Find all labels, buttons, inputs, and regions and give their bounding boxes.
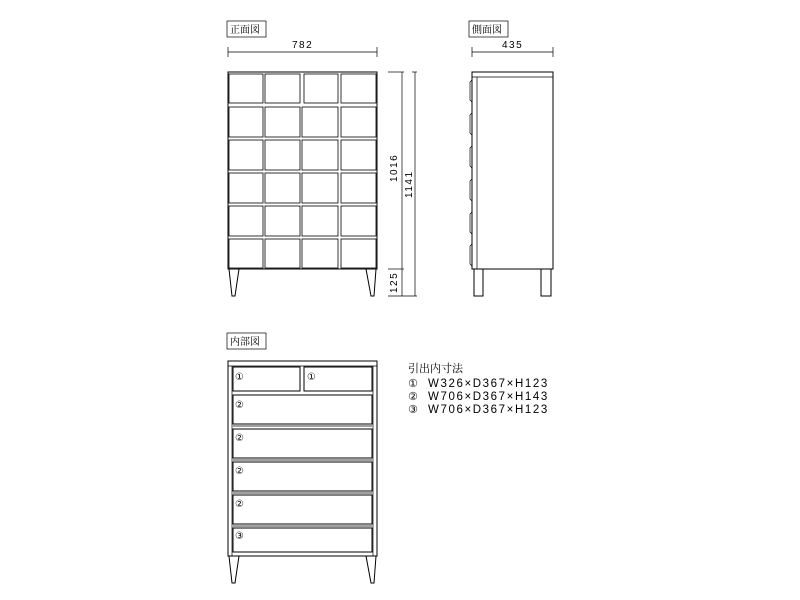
drawer-marker: ② xyxy=(235,499,244,510)
spec-marker: ② xyxy=(408,390,418,403)
side-legs xyxy=(474,269,551,296)
drawer-marker: ① xyxy=(235,372,244,383)
front-width-dimension: 782 xyxy=(292,40,314,51)
front-view-label: 正面図 xyxy=(230,25,260,36)
interior-drawer-2a xyxy=(233,395,372,424)
spec-title: 引出内寸法 xyxy=(408,362,463,375)
interior-view xyxy=(227,333,377,583)
interior-view-label: 内部図 xyxy=(230,337,260,348)
interior-drawer-2c xyxy=(233,462,372,491)
front-leg-height-dimension: 125 xyxy=(389,271,400,293)
spec-dims: W706×D367×H143 xyxy=(428,391,549,403)
side-view xyxy=(469,21,553,296)
side-cabinet-body xyxy=(472,72,553,269)
front-height-body-dimension: 1016 xyxy=(389,153,400,182)
spec-marker: ① xyxy=(408,377,418,390)
front-height-total-dimension: 1141 xyxy=(404,170,415,198)
spec-dims: W326×D367×H123 xyxy=(428,378,549,390)
front-view xyxy=(227,21,417,296)
front-legs xyxy=(229,269,376,296)
front-drawers xyxy=(229,74,376,268)
interior-legs xyxy=(229,556,376,583)
side-depth-dimension: 435 xyxy=(502,40,524,51)
drawer-marker: ② xyxy=(235,400,244,411)
drawer-spec-list xyxy=(408,361,549,416)
interior-drawers xyxy=(233,367,372,552)
interior-drawer-2b xyxy=(233,429,372,458)
spec-dims: W706×D367×H123 xyxy=(428,404,549,416)
interior-drawer-markers xyxy=(235,372,316,542)
drawer-marker: ③ xyxy=(235,531,244,542)
spec-marker: ③ xyxy=(408,403,418,416)
drawer-marker: ① xyxy=(307,372,316,383)
drawer-marker: ② xyxy=(235,466,244,477)
side-view-label: 側面図 xyxy=(472,25,502,36)
interior-drawer-3 xyxy=(233,528,372,552)
drawer-marker: ② xyxy=(235,433,244,444)
interior-drawer-2d xyxy=(233,495,372,524)
